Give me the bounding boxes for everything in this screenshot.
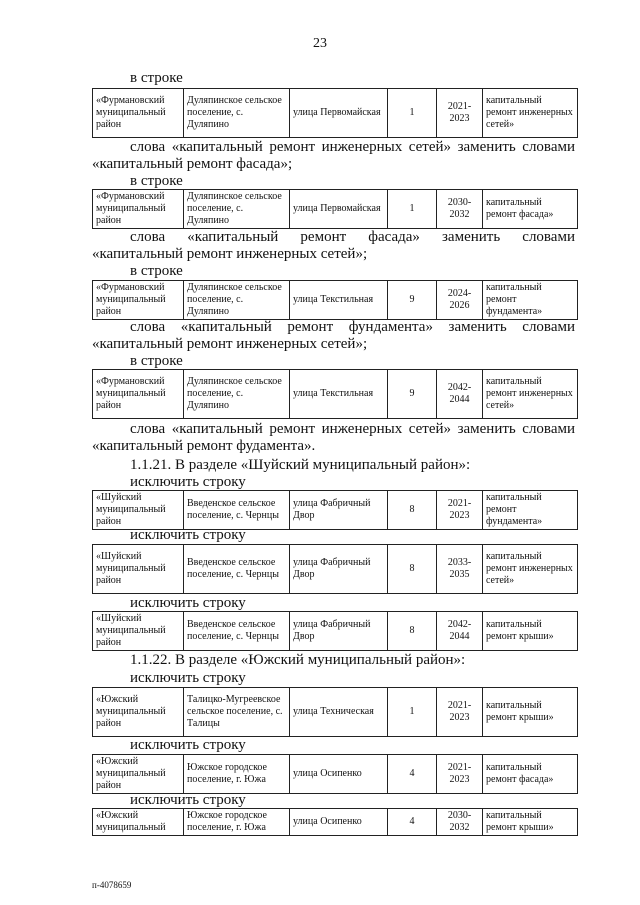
years-cell: 2024-2026 (437, 281, 483, 320)
street-cell: улица Фабричный Двор (290, 491, 388, 530)
table-row (92, 369, 578, 419)
district-cell: «Шуйский муниципальный район (93, 491, 184, 530)
years-cell: 2042-2044 (437, 370, 483, 419)
settlement-cell: Введенское сельское поселение, с. Чернцы (184, 612, 290, 651)
street-cell: улица Осипенко (290, 755, 388, 794)
row-label: исключить строку (130, 792, 246, 808)
work-cell: капитальный ремонт крыши» (483, 688, 578, 737)
paragraph-line: слова «капитальный ремонт фасада» заменить словами (130, 229, 575, 245)
settlement-cell: Введенское сельское поселение, с. Чернцы (184, 491, 290, 530)
years-cell: 2021-2023 (437, 491, 483, 530)
document-code: п-4078659 (92, 880, 132, 890)
paragraph-line: «капитальный ремонт фасада»; (92, 156, 293, 172)
house-cell: 9 (388, 281, 437, 320)
settlement-cell: Введенское сельское поселение, с. Чернцы (184, 545, 290, 594)
settlement-cell: Дуляпинское сельское поселение, с. Дуляпино (184, 370, 290, 419)
work-cell: капитальный ремонт инженерных сетей» (483, 370, 578, 419)
work-cell: капитальный ремонт крыши» (483, 612, 578, 651)
years-cell: 2021-2023 (437, 688, 483, 737)
paragraph-line: «капитальный ремонт фудамента». (92, 438, 316, 454)
street-cell: улица Первомайская (290, 190, 388, 229)
house-cell: 4 (388, 755, 437, 794)
house-cell: 8 (388, 491, 437, 530)
table-row (92, 490, 578, 530)
district-cell: «Фурмановский муниципальный район (93, 370, 184, 419)
district-cell: «Шуйский муниципальный район (93, 545, 184, 594)
settlement-cell: Дуляпинское сельское поселение, с. Дуляпино (184, 190, 290, 229)
paragraph-line: «капитальный ремонт инженерных сетей»; (92, 246, 368, 262)
table-row (92, 88, 578, 138)
settlement-cell: Дуляпинское сельское поселение, с. Дуляпино (184, 281, 290, 320)
row-label: в строке (130, 353, 183, 369)
work-cell: капитальный ремонт инженерных сетей» (483, 545, 578, 594)
house-cell: 8 (388, 612, 437, 651)
house-cell: 4 (388, 809, 437, 836)
street-cell: улица Фабричный Двор (290, 545, 388, 594)
section-heading: 1.1.21. В разделе «Шуйский муниципальный район»: (130, 457, 471, 473)
paragraph-line: «капитальный ремонт инженерных сетей»; (92, 336, 368, 352)
district-cell: «Фурмановский муниципальный район (93, 281, 184, 320)
settlement-cell: Дуляпинское сельское поселение, с. Дуляпино (184, 89, 290, 138)
row-label: исключить строку (130, 737, 246, 753)
table-row (92, 687, 578, 737)
work-cell: капитальный ремонт фасада» (483, 190, 578, 229)
paragraph-line: слова «капитальный ремонт инженерных сетей» заменить словами (130, 421, 575, 437)
table-row (92, 189, 578, 229)
paragraph-line: слова «капитальный ремонт инженерных сетей» заменить словами (130, 139, 575, 155)
section-heading: 1.1.22. В разделе «Южский муниципальный район»: (130, 652, 466, 668)
row-label: исключить строку (130, 595, 246, 611)
street-cell: улица Текстильная (290, 281, 388, 320)
district-cell: «Шуйский муниципальный район (93, 612, 184, 651)
street-cell: улица Первомайская (290, 89, 388, 138)
settlement-cell: Южское городское поселение, г. Южа (184, 809, 290, 836)
table-row (92, 754, 578, 794)
replacement-paragraph (92, 421, 575, 455)
row-label: исключить строку (130, 527, 246, 543)
work-cell: капитальный ремонт фундамента» (483, 281, 578, 320)
house-cell: 1 (388, 688, 437, 737)
row-label: исключить строку (130, 670, 246, 686)
page-number: 23 (313, 36, 327, 51)
district-cell: «Фурмановский муниципальный район (93, 89, 184, 138)
district-cell: «Южский муниципальный район (93, 688, 184, 737)
work-cell: капитальный ремонт фасада» (483, 755, 578, 794)
years-cell: 2030-2032 (437, 190, 483, 229)
row-label: в строке (130, 173, 183, 189)
years-cell: 2021-2023 (437, 755, 483, 794)
work-cell: капитальный ремонт инженерных сетей» (483, 89, 578, 138)
house-cell: 9 (388, 370, 437, 419)
replacement-paragraph (92, 139, 575, 173)
house-cell: 1 (388, 89, 437, 138)
district-cell: «Южский муниципальный район (93, 755, 184, 794)
row-label: в строке (130, 70, 183, 86)
street-cell: улица Техническая (290, 688, 388, 737)
table-row (92, 808, 578, 836)
street-cell: улица Фабричный Двор (290, 612, 388, 651)
work-cell: капитальный ремонт крыши» (483, 809, 578, 836)
house-cell: 8 (388, 545, 437, 594)
table-row (92, 280, 578, 320)
replacement-paragraph (92, 229, 575, 263)
work-cell: капитальный ремонт фундамента» (483, 491, 578, 530)
house-cell: 1 (388, 190, 437, 229)
settlement-cell: Южское городское поселение, г. Южа (184, 755, 290, 794)
street-cell: улица Текстильная (290, 370, 388, 419)
years-cell: 2042-2044 (437, 612, 483, 651)
settlement-cell: Талицко-Мугреевское сельское поселение, с. Талицы (184, 688, 290, 737)
replacement-paragraph (92, 319, 575, 353)
district-cell: «Фурмановский муниципальный район (93, 190, 184, 229)
table-row (92, 611, 578, 651)
years-cell: 2033-2035 (437, 545, 483, 594)
paragraph-line: слова «капитальный ремонт фундамента» заменить словами (130, 319, 575, 335)
street-cell: улица Осипенко (290, 809, 388, 836)
row-label: в строке (130, 263, 183, 279)
years-cell: 2030-2032 (437, 809, 483, 836)
row-label: исключить строку (130, 474, 246, 490)
years-cell: 2021-2023 (437, 89, 483, 138)
district-cell: «Южский муниципальный (93, 809, 184, 836)
table-row (92, 544, 578, 594)
